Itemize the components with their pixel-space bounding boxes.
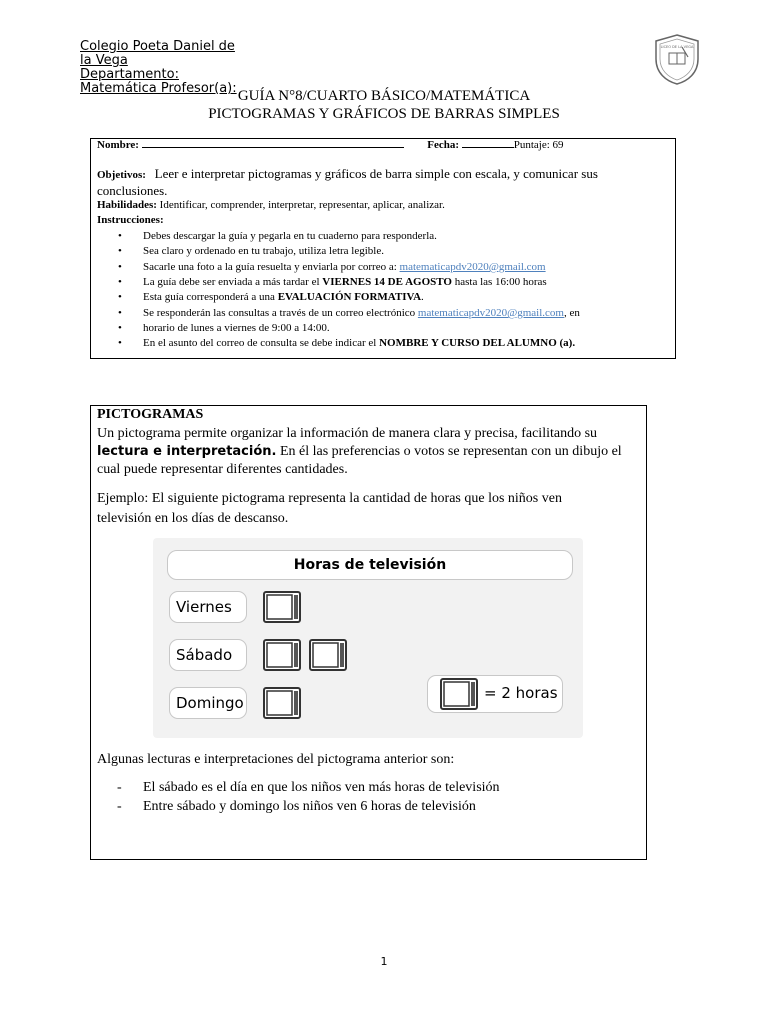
- list-item-text: , en: [563, 307, 580, 319]
- email-link[interactable]: matematicapdv2020@gmail.com: [399, 261, 546, 273]
- pictogram-image: [153, 538, 583, 738]
- list-item: [117, 799, 476, 815]
- section-heading: PICTOGRAMAS: [97, 407, 204, 422]
- list-item-continuation: [143, 322, 330, 334]
- list-item-text: Esta guía corresponderá a una: [143, 291, 275, 303]
- list-item-text: .: [421, 291, 424, 303]
- paragraph-line: cual puede representar diferentes cantidades.: [97, 462, 348, 477]
- guide-title: GUÍA N°8/CUARTO BÁSICO/MATEMÁTICA: [237, 88, 531, 104]
- reading-text: El sábado es el día en que los niños ven más horas de televisión: [143, 780, 500, 795]
- pictogram-day-label: Viernes: [169, 591, 247, 623]
- objetivos-text-2: conclusiones.: [97, 183, 168, 198]
- guide-subtitle: PICTOGRAMAS Y GRÁFICOS DE BARRAS SIMPLES: [208, 106, 560, 122]
- pictogram-day-label: Sábado: [169, 639, 247, 671]
- info-box: [90, 138, 676, 359]
- page-number: 1: [380, 955, 388, 968]
- list-item: • Sea claro y ordenado en tu trabajo, utiliza letra legible.: [143, 245, 384, 257]
- list-item-text: En el asunto del correo de consulta se debe indicar el: [143, 337, 377, 349]
- list-item-text: Se responderán las consultas a través de un correo electrónico: [143, 307, 416, 319]
- objetivos-label: Objetivos:: [97, 169, 146, 181]
- subject-requirement: NOMBRE Y CURSO DEL ALUMNO (a).: [379, 337, 576, 349]
- objetivos-row: [97, 166, 598, 182]
- school-name-line1: Colegio Poeta Daniel de: [80, 39, 235, 54]
- paragraph-line: Ejemplo: El siguiente pictograma representa la cantidad de horas que los niños ven: [97, 491, 562, 506]
- dash-marker: -: [117, 799, 122, 814]
- tv-icon: [309, 639, 347, 671]
- list-item: • Debes descargar la guía y pegarla en tu cuaderno para responderla.: [143, 230, 437, 242]
- name-date-row: [97, 139, 564, 151]
- tv-icon: [440, 678, 478, 710]
- deadline-date: VIERNES 14 DE AGOSTO: [322, 276, 452, 288]
- habilidades-row: [97, 199, 445, 211]
- pictogram-title: Horas de televisión: [167, 550, 573, 580]
- legend-text: = 2 horas: [484, 684, 558, 702]
- bold-phrase: lectura e interpretación.: [97, 444, 277, 459]
- readings-intro: Algunas lecturas e interpretaciones del pictograma anterior son:: [97, 752, 455, 767]
- list-item: [143, 261, 546, 273]
- puntaje-label: Puntaje:: [513, 139, 550, 151]
- nombre-label: Nombre:: [97, 139, 139, 151]
- list-item: [143, 337, 575, 349]
- fecha-label: Fecha:: [427, 139, 459, 151]
- logo-text: LICEO DE LA VEGA: [660, 45, 694, 49]
- pictogram-day-label: Domingo: [169, 687, 247, 719]
- paragraph-line: televisión en los días de descanso.: [97, 511, 289, 526]
- dash-marker: -: [117, 780, 122, 795]
- objetivos-text: Leer e interpretar pictogramas y gráficos de barra simple con escala, y comunicar sus: [154, 166, 598, 181]
- paragraph-line: Un pictograma permite organizar la información de manera clara y precisa, facilitando su: [97, 426, 598, 441]
- pictogram-legend: [427, 675, 563, 713]
- department-cut-line: Matemática Profesor(a):: [80, 81, 237, 96]
- tv-icon: [263, 639, 301, 671]
- fecha-field[interactable]: [462, 147, 514, 148]
- list-item: [143, 307, 580, 319]
- reading-text: Entre sábado y domingo los niños ven 6 horas de televisión: [143, 799, 476, 814]
- list-item: [117, 780, 500, 796]
- list-item-text: Sacarle una foto a la guía resuelta y enviarla por correo a:: [143, 261, 397, 273]
- school-logo: [652, 33, 702, 85]
- paragraph-text: En él las preferencias o votos se representan con un dibujo el: [279, 444, 622, 459]
- tv-icon: [263, 591, 301, 623]
- department-label: Departamento:: [80, 67, 179, 82]
- list-item-text: hasta las 16:00 horas: [454, 276, 547, 288]
- puntaje-value: 69: [552, 139, 564, 151]
- tv-icon: [263, 687, 301, 719]
- instrucciones-label: Instrucciones:: [97, 214, 164, 226]
- habilidades-label: Habilidades:: [97, 199, 157, 211]
- school-header: [80, 39, 255, 96]
- list-item: [143, 276, 547, 288]
- nombre-field[interactable]: [142, 147, 404, 148]
- email-link[interactable]: matematicapdv2020@gmail.com: [417, 307, 564, 319]
- list-item: [143, 291, 424, 303]
- list-item-text: horario de lunes a viernes de 9:00 a 14:00.: [143, 322, 330, 334]
- habilidades-text: Identificar, comprender, interpretar, representar, aplicar, analizar.: [159, 199, 445, 211]
- school-name-line2: la Vega: [80, 53, 128, 68]
- list-item-text: La guía debe ser enviada a más tardar el: [143, 276, 320, 288]
- paragraph-line: [97, 443, 622, 461]
- evaluation-type: EVALUACIÓN FORMATIVA: [277, 291, 422, 303]
